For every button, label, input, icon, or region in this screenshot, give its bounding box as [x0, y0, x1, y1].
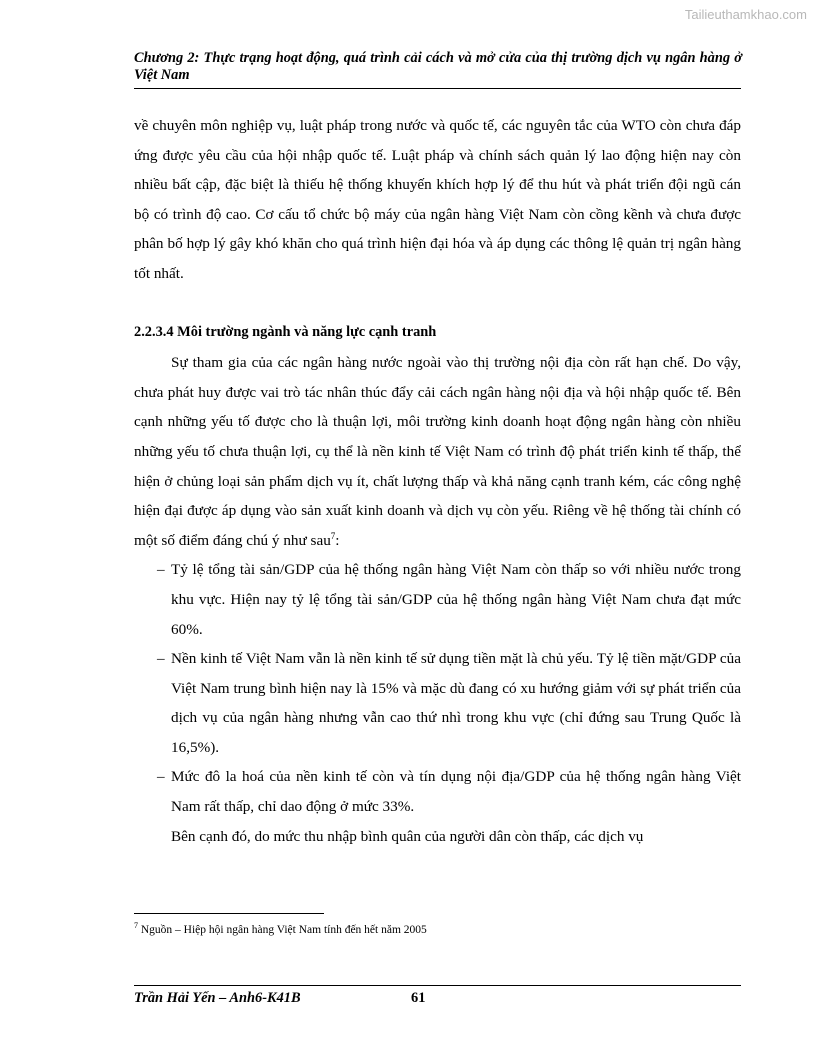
footnote [134, 921, 427, 936]
bullet-item [134, 644, 741, 762]
watermark: Tailieuthamkhao.com [684, 7, 807, 22]
bullet-text: Tỷ lệ tổng tài sản/GDP của hệ thống ngân hàng Việt Nam còn thấp so với nhiều nước trong khu vực. Hiện nay tỷ lệ tổng tài sản/GDP của hệ thống ngân hàng Việt Nam chưa đạt mức 60%. [171, 561, 741, 638]
footnote-text: Nguồn – Hiệp hội ngân hàng Việt Nam tính đến hết năm 2005 [140, 924, 427, 936]
header-divider [134, 88, 741, 89]
page-number: 61 [411, 990, 426, 1006]
paragraph-2-text: Sự tham gia của các ngân hàng nước ngoài vào thị trường nội địa còn rất hạn chế. Do vậy, chưa phát huy được vai trò tác nhân thúc đẩy cải cách ngân hàng nội địa và hội nhập quốc tế. Bên cạnh những yếu tố được cho là thuận lợi, môi trường kinh doanh hoạt động ngân hàng còn nhiều những yếu tố chưa thuận lợi, cụ thể là nền kinh tế Việt Nam có trình độ phát triển kinh tế thấp, thể hiện ở chủng loại sản phẩm dịch vụ ít, chất lượng thấp và khả năng cạnh tranh kém, các công nghệ hiện đại được áp dụng vào sản xuất kinh doanh và dịch vụ còn yếu. Riêng về hệ thống tài chính có một số điểm đáng chú ý như sau [134, 354, 741, 549]
paragraph-3: Bên cạnh đó, do mức thu nhập bình quân của người dân còn thấp, các dịch vụ [171, 827, 644, 845]
page-body [134, 111, 741, 851]
footer-author: Trần Hải Yến – Anh6-K41B [134, 990, 301, 1006]
paragraph-2-end: : [335, 531, 340, 549]
paragraph-2 [134, 348, 741, 555]
bullet-dash: – [157, 768, 165, 786]
bullet-dash: – [157, 561, 165, 579]
bullet-text: Nền kinh tế Việt Nam vẫn là nền kinh tế sử dụng tiền mặt là chủ yếu. Tỷ lệ tiền mặt/GDP của Việt Nam trung bình hiện nay là 15% và mặc dù đang có xu hướng giảm với sự phát triển của dịch vụ của ngân hàng nhưng vẫn cao thứ nhì trong khu vực (chỉ đứng sau Trung Quốc là 16,5%). [171, 650, 741, 756]
footnote-number: 7 [134, 921, 138, 930]
footnote-divider [134, 913, 324, 914]
bullet-text: Mức đô la hoá của nền kinh tế còn và tín dụng nội địa/GDP của hệ thống ngân hàng Việt Nam rất thấp, chỉ dao động ở mức 33%. [171, 768, 741, 816]
footnote-reference[interactable]: 7 [330, 530, 336, 541]
paragraph-1: về chuyên môn nghiệp vụ, luật pháp trong nước và quốc tế, các nguyên tắc của WTO còn chưa đáp ứng được yêu cầu của hội nhập quốc tế. Luật pháp và chính sách quản lý lao động hiện nay còn nhiều bất cập, đặc biệt là thiếu hệ thống khuyến khích hợp lý để thu hút và phát triển đội ngũ cán bộ có trình độ cao. Cơ cấu tổ chức bộ máy của ngân hàng Việt Nam còn cồng kềnh và chưa được phân bố hợp lý gây khó khăn cho quá trình hiện đại hóa và áp dụng các thông lệ quản trị ngân hàng tốt nhất. [134, 117, 741, 282]
chapter-header: Chương 2: Thực trạng hoạt động, quá trình cải cách và mở cửa của thị trường dịch vụ ngân hàng ở Việt Nam [134, 50, 742, 83]
bullet-dash: – [157, 650, 165, 668]
bullet-item [134, 555, 741, 644]
bullet-item [134, 762, 741, 821]
section-heading: 2.2.3.4 Môi trường ngành và năng lực cạnh tranh [134, 323, 437, 340]
footer-divider [134, 985, 741, 986]
